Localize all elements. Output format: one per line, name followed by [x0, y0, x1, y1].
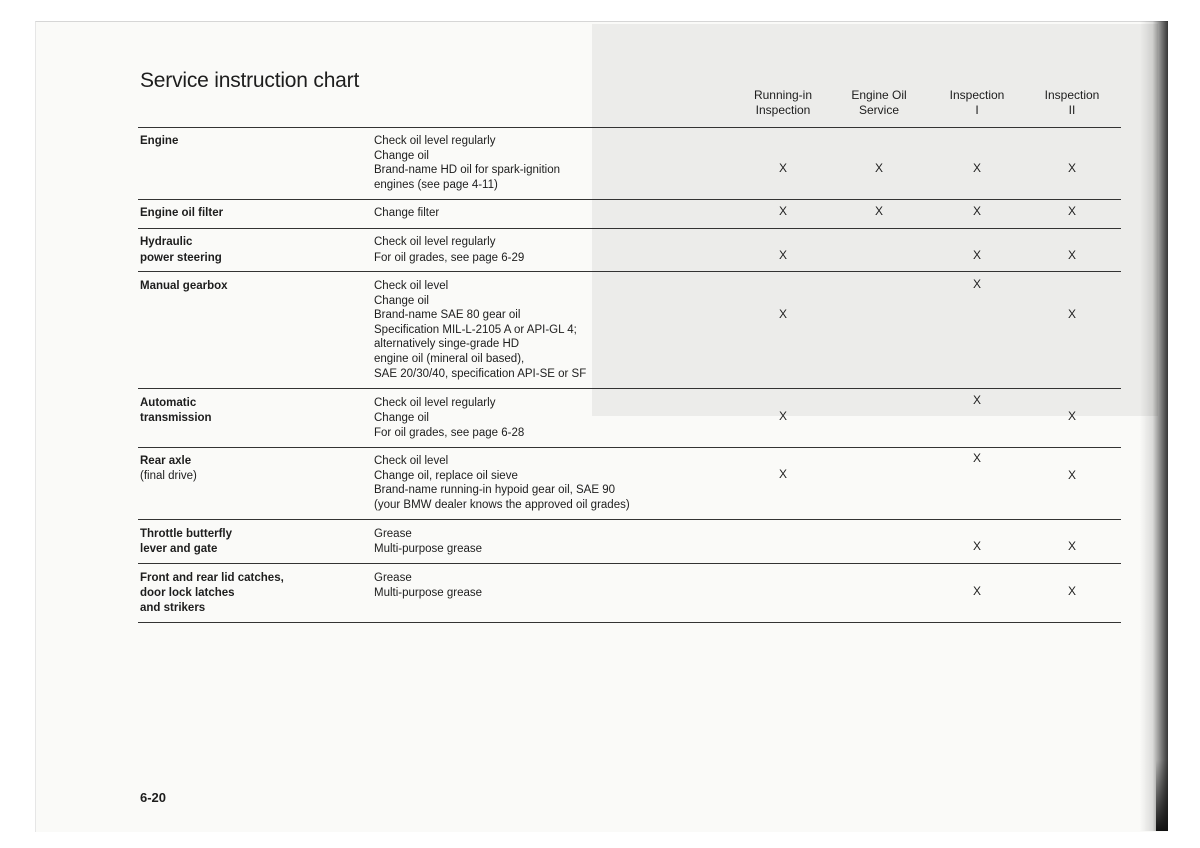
- row-description-line: For oil grades, see page 6-28: [374, 427, 525, 439]
- row-label-line: door lock latches: [140, 587, 235, 599]
- row-label: [140, 134, 178, 149]
- book-binding-shadow-bottom: [1156, 760, 1168, 831]
- service-mark: X: [1067, 204, 1076, 218]
- row-label-line: Engine oil filter: [140, 207, 224, 219]
- service-mark: X: [1067, 248, 1076, 262]
- service-mark: X: [972, 393, 981, 407]
- row-description-line: Brand-name running-in hypoid gear oil, SAE 90: [374, 484, 616, 497]
- row-divider: [138, 271, 1121, 272]
- service-mark: X: [972, 584, 981, 598]
- row-description-line: Check oil level regularly: [374, 236, 496, 248]
- row-label-line: and strikers: [140, 602, 206, 614]
- service-mark: X: [874, 161, 883, 175]
- service-mark: X: [1067, 409, 1076, 423]
- row-description-line: Multi-purpose grease: [374, 587, 483, 599]
- service-mark: X: [1067, 161, 1076, 175]
- book-binding-shadow: [1140, 21, 1168, 831]
- header-rule: [138, 127, 1121, 128]
- row-label: [140, 206, 223, 221]
- page-title: Service instruction chart: [140, 69, 360, 92]
- service-mark: X: [972, 539, 981, 553]
- row-description-line: Grease: [374, 572, 412, 584]
- column-header-line: Inspection: [949, 88, 1005, 102]
- column-header-inspection-i: [927, 88, 1027, 117]
- row-description-line: Change oil, replace oil sieve: [374, 469, 518, 482]
- bleed-through-shadow: [592, 24, 1158, 416]
- column-header-line: II: [1068, 102, 1076, 117]
- service-mark: X: [778, 467, 787, 481]
- row-label-note: (final drive): [140, 470, 197, 482]
- service-mark: X: [778, 409, 787, 423]
- row-divider: [138, 447, 1121, 448]
- row-description: [374, 206, 439, 221]
- service-mark: X: [972, 248, 981, 262]
- row-label: [140, 279, 228, 294]
- row-label-line: Rear axle: [140, 455, 192, 467]
- column-header-line: Running-in: [753, 88, 813, 102]
- column-header-line: Inspection: [1044, 88, 1100, 102]
- row-description-line: Change oil: [374, 149, 429, 162]
- row-label: [140, 454, 197, 484]
- row-description-line: Check oil level regularly: [374, 135, 496, 147]
- column-header-line: Inspection: [755, 102, 811, 117]
- page-number: 6-20: [140, 790, 167, 805]
- row-description-line: Multi-purpose grease: [374, 543, 483, 555]
- row-description-line: Check oil level regularly: [374, 397, 496, 409]
- row-description-line: Brand-name SAE 80 gear oil: [374, 309, 521, 322]
- column-header-line: I: [975, 102, 979, 117]
- table-bottom-rule: [138, 622, 1121, 623]
- row-description-line: engine oil (mineral oil based),: [374, 352, 525, 365]
- row-divider: [138, 199, 1121, 200]
- row-description-line: Specification MIL-L-2105 A or API-GL 4;: [374, 323, 577, 336]
- row-divider: [138, 228, 1121, 229]
- row-label-line: lever and gate: [140, 543, 218, 555]
- service-mark: X: [972, 451, 981, 465]
- service-mark: X: [778, 204, 787, 218]
- service-mark: X: [1067, 307, 1076, 321]
- row-description-line: Change oil: [374, 412, 429, 424]
- service-mark: X: [972, 204, 981, 218]
- row-description: [374, 571, 482, 601]
- column-header-engine-oil-service: [829, 88, 929, 117]
- service-mark: X: [1067, 584, 1076, 598]
- row-label-line: Manual gearbox: [140, 280, 228, 292]
- row-description: [374, 454, 630, 513]
- row-label-line: Hydraulic: [140, 236, 193, 248]
- row-divider: [138, 519, 1121, 520]
- row-description-line: Check oil level: [374, 455, 449, 467]
- row-label: [140, 235, 222, 266]
- service-mark: X: [874, 204, 883, 218]
- row-description-line: Brand-name HD oil for spark-ignition: [374, 164, 560, 177]
- column-header-line: Service: [858, 102, 899, 117]
- row-description: [374, 134, 560, 192]
- row-label-line: Automatic: [140, 397, 197, 409]
- service-mark: X: [972, 277, 981, 291]
- service-mark: X: [1067, 539, 1076, 553]
- row-label: [140, 396, 212, 426]
- service-mark: X: [778, 161, 787, 175]
- row-label-line: Front and rear lid catches,: [140, 572, 284, 584]
- row-description: [374, 279, 586, 381]
- row-description-line: For oil grades, see page 6-29: [374, 251, 525, 264]
- row-divider: [138, 563, 1121, 564]
- service-mark: X: [972, 161, 981, 175]
- row-description-line: engines (see page 4-11): [374, 178, 498, 191]
- service-mark: X: [1067, 468, 1076, 482]
- row-label-line: power steering: [140, 251, 222, 264]
- row-description-line: alternatively singe-grade HD: [374, 338, 520, 351]
- row-label-line: Throttle butterfly: [140, 528, 232, 540]
- row-description-line: Grease: [374, 528, 412, 540]
- service-mark: X: [778, 307, 787, 321]
- row-description: [374, 396, 524, 441]
- row-label-line: transmission: [140, 412, 212, 424]
- row-description-line: SAE 20/30/40, specification API-SE or SF: [374, 367, 587, 380]
- service-mark: X: [778, 248, 787, 262]
- column-header-line: Engine Oil: [851, 88, 907, 102]
- row-description-line: (your BMW dealer knows the approved oil grades): [374, 499, 630, 512]
- row-label: [140, 527, 232, 557]
- row-label-line: Engine: [140, 135, 179, 147]
- row-description-line: Change filter: [374, 207, 440, 219]
- row-description-line: Check oil level: [374, 280, 449, 292]
- column-header-inspection-ii: [1022, 88, 1122, 117]
- column-header-running-in-inspection: [733, 88, 833, 117]
- row-label: [140, 571, 284, 616]
- row-description: [374, 235, 524, 266]
- row-description: [374, 527, 482, 557]
- row-description-line: Change oil: [374, 294, 429, 307]
- row-divider: [138, 388, 1121, 389]
